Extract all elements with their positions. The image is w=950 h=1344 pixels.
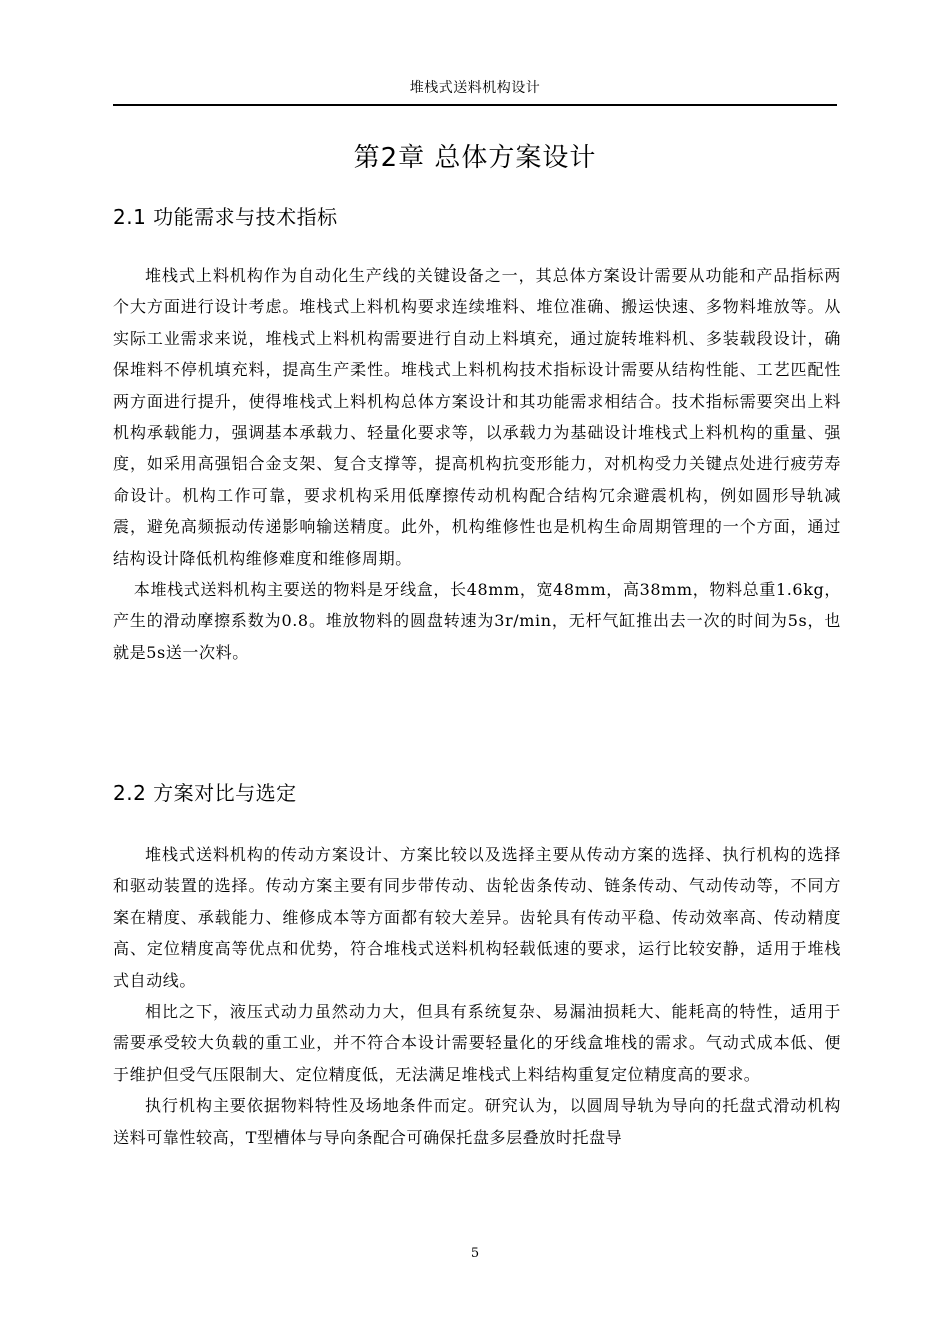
section-2-1-body — [113, 260, 841, 668]
section-heading-2-1: 2.1 功能需求与技术指标 — [113, 205, 338, 229]
paragraph: 堆栈式送料机构的传动方案设计、方案比较以及选择主要从传动方案的选择、执行机构的选择和驱动装置的选择。传动方案主要有同步带传动、齿轮齿条传动、链条传动、气动传动等，不同方案在精度、承载能力、维修成本等方面都有较大差异。齿轮具有传动平稳、传动效率高、传动精度高、定位精度高等优点和优势，符合堆栈式送料机构轻载低速的要求，运行比较安静，适用于堆栈式自动线。 — [113, 845, 841, 990]
section-2-2-body — [113, 839, 841, 1153]
paragraph: 堆栈式上料机构作为自动化生产线的关键设备之一，其总体方案设计需要从功能和产品指标两个大方面进行设计考虑。堆栈式上料机构要求连续堆料、堆位准确、搬运快速、多物料堆放等。从实际工业需求来说，堆栈式上料机构需要进行自动上料填充，通过旋转堆料机、多装载段设计，确保堆料不停机填充料，提高生产柔性。堆栈式上料机构技术指标设计需要从结构性能、工艺匹配性两方面进行提升，使得堆栈式上料机构总体方案设计和其功能需求相结合。技术指标需要突出上料机构承载能力，强调基本承载力、轻量化要求等，以承载力为基础设计堆栈式上料机构的重量、强度，如采用高强铝合金支架、复合支撑等，提高机构抗变形能力，对机构受力关键点处进行疲劳寿命设计。机构工作可靠，要求机构采用低摩擦传动机构配合结构冗余避震机构，例如圆形导轨减震，避免高频振动传递影响输送精度。此外，机构维修性也是机构生命周期管理的一个方面，通过结构设计降低机构维修难度和维修周期。 — [113, 266, 841, 568]
page-number: 5 — [470, 1246, 480, 1261]
paragraph: 执行机构主要依据物料特性及场地条件而定。研究认为，以圆周导轨为导向的托盘式滑动机构送料可靠性较高，T型槽体与导向条配合可确保托盘多层叠放时托盘导 — [113, 1096, 841, 1147]
chapter-title: 第2章 总体方案设计 — [353, 143, 597, 173]
section-heading-2-2: 2.2 方案对比与选定 — [113, 781, 297, 805]
running-header: 堆栈式送料机构设计 — [409, 80, 541, 96]
paragraph: 相比之下，液压式动力虽然动力大，但具有系统复杂、易漏油损耗大、能耗高的特性，适用于需要承受较大负载的重工业，并不符合本设计需要轻量化的牙线盒堆栈的需求。气动式成本低、便于维护但受气压限制大、定位精度低，无法满足堆栈式上料结构重复定位精度高的要求。 — [113, 1002, 841, 1084]
header-divider — [113, 104, 837, 106]
paragraph: 本堆栈式送料机构主要送的物料是牙线盒，长48mm，宽48mm，高38mm，物料总重1.6kg，产生的滑动摩擦系数为0.8。堆放物料的圆盘转速为3r/min，无杆气缸推出去一次的时间为5s，也就是5s送一次料。 — [113, 580, 841, 662]
